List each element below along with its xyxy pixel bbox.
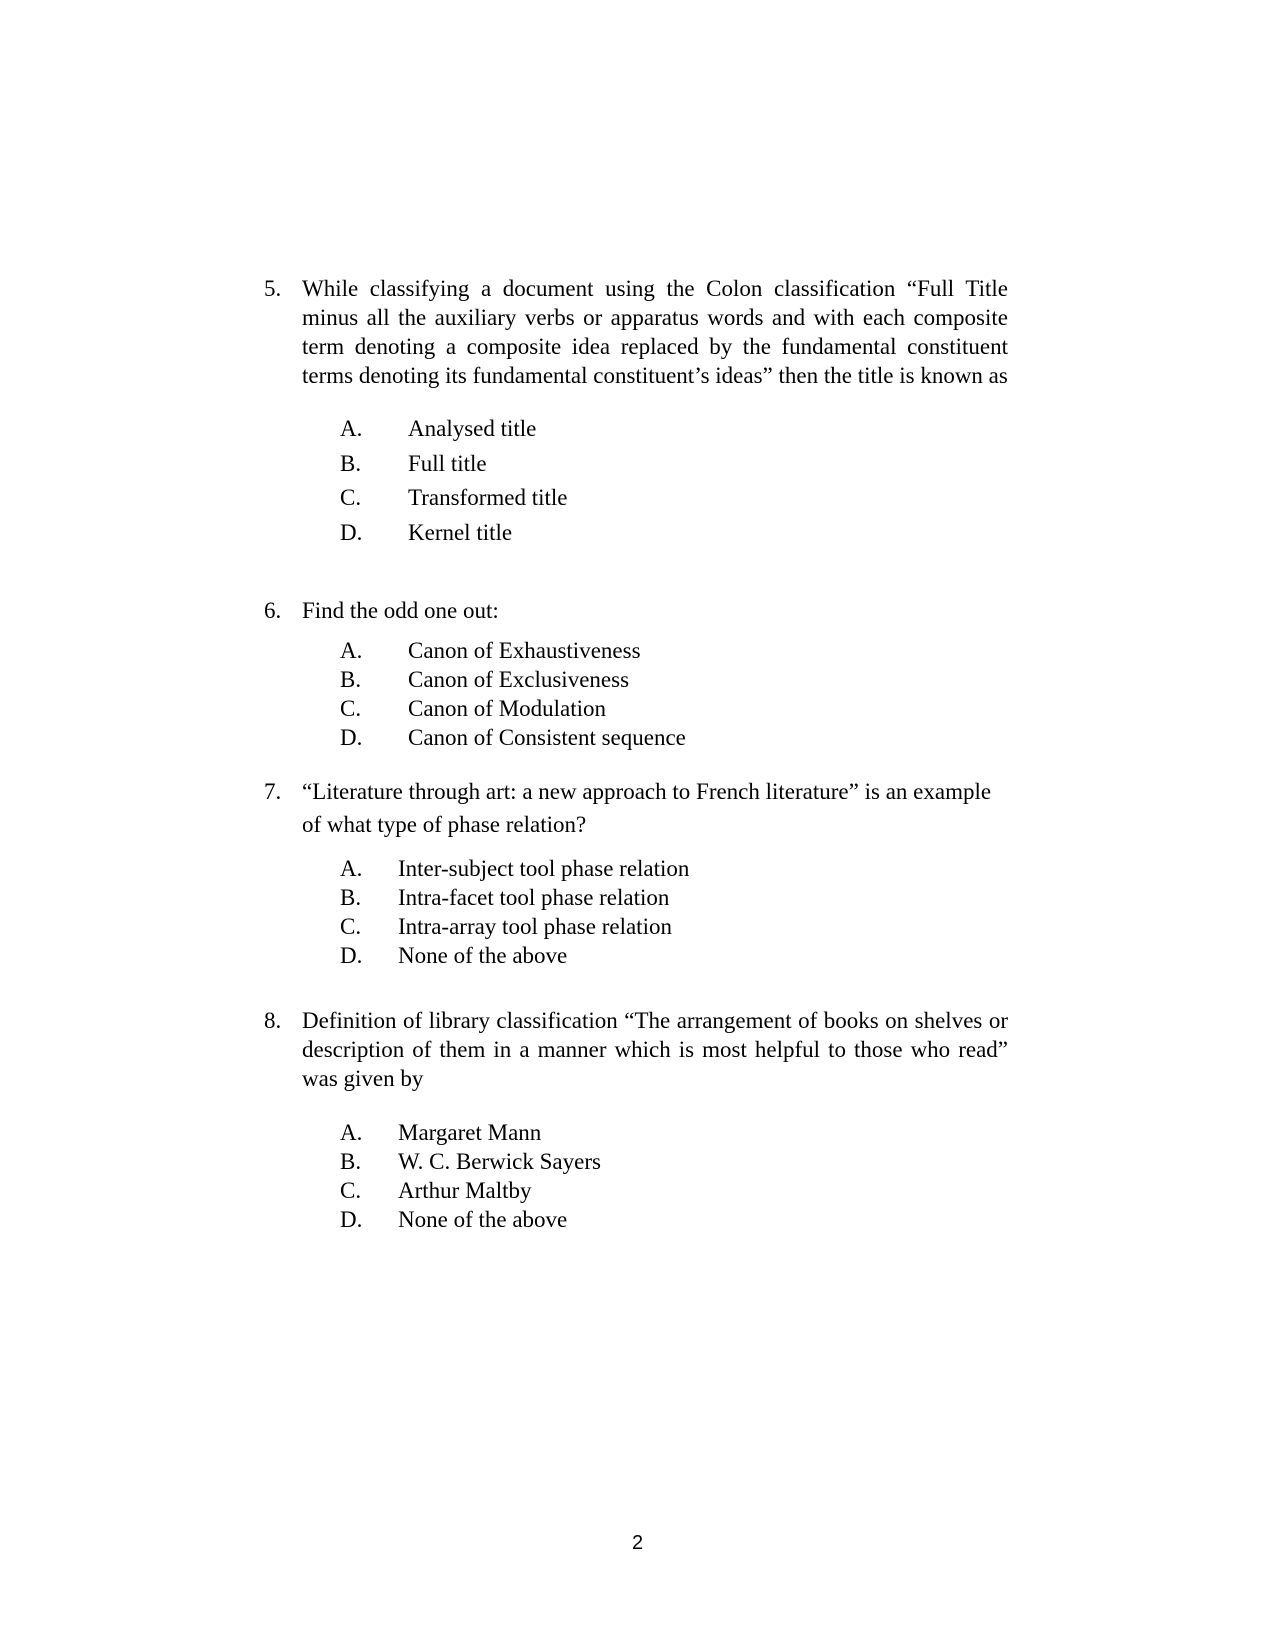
option-letter: B. [340, 1149, 362, 1174]
question-text: Find the odd one out: [302, 598, 499, 623]
option-text: Transformed title [408, 485, 568, 510]
option-letter: D. [340, 1207, 363, 1232]
option-d [340, 723, 1008, 752]
answer-options [340, 854, 1008, 970]
option-c [340, 483, 1008, 518]
option-a [340, 414, 1008, 449]
option-text: None of the above [398, 943, 568, 968]
option-text: None of the above [398, 1207, 568, 1232]
option-c [340, 1176, 1008, 1205]
option-c [340, 912, 1008, 941]
option-letter: B. [340, 885, 362, 910]
question-number: 8. [264, 1008, 282, 1033]
option-b [340, 1147, 1008, 1176]
question-7 [264, 775, 1008, 970]
option-text: Arthur Maltby [398, 1178, 532, 1203]
option-text: Margaret Mann [398, 1120, 542, 1145]
question-5 [264, 274, 1008, 552]
question-number: 7. [264, 779, 282, 804]
option-letter: C. [340, 914, 362, 939]
question-6 [264, 596, 1008, 752]
option-letter: B. [340, 667, 362, 692]
option-text: Kernel title [408, 519, 513, 545]
option-text: Analysed title [408, 416, 537, 441]
question-text: While classifying a document using the Colon classification “Full Title minus all the auxiliary verbs or apparatus words and with each composite term denoting a composite idea replaced by the fundamental constituent terms denoting its fundamental constituent’s ideas” then the title is known as [302, 276, 1008, 388]
option-d [340, 518, 1008, 553]
option-b [340, 883, 1008, 912]
option-letter: A. [340, 1120, 363, 1145]
option-text: Intra-facet tool phase relation [398, 885, 670, 910]
question-number: 6. [264, 598, 282, 623]
option-letter: A. [340, 638, 363, 663]
question-text: Definition of library classification “The arrangement of books on shelves or description of them in a manner which is most helpful to those who read” was given by [302, 1008, 1008, 1091]
option-d [340, 941, 1008, 970]
option-text: W. C. Berwick Sayers [398, 1149, 601, 1174]
option-letter: D. [340, 519, 363, 545]
option-letter: A. [340, 416, 363, 441]
option-text: Full title [408, 450, 487, 476]
question-number: 5. [264, 276, 282, 301]
answer-options [340, 1118, 1008, 1234]
option-letter: D. [340, 725, 363, 750]
option-text: Intra-array tool phase relation [398, 914, 672, 939]
answer-options [340, 636, 1008, 752]
option-a [340, 854, 1008, 883]
option-text: Inter-subject tool phase relation [398, 856, 690, 881]
option-letter: D. [340, 943, 363, 968]
question-text: “Literature through art: a new approach to French literature” is an example of what type of phase relation? [302, 779, 992, 837]
option-b [340, 665, 1008, 694]
option-text: Canon of Exclusiveness [408, 667, 630, 692]
option-letter: C. [340, 485, 362, 510]
option-text: Canon of Consistent sequence [408, 725, 686, 750]
option-b [340, 449, 1008, 484]
question-8 [264, 1006, 1008, 1234]
option-letter: C. [340, 696, 362, 721]
option-letter: C. [340, 1178, 362, 1203]
option-text: Canon of Modulation [408, 696, 607, 721]
answer-options [340, 414, 1008, 552]
option-d [340, 1205, 1008, 1234]
option-text: Canon of Exhaustiveness [408, 638, 641, 663]
option-a [340, 636, 1008, 665]
option-letter: A. [340, 856, 363, 881]
page-number: 2 [631, 1532, 644, 1554]
option-letter: B. [340, 450, 362, 476]
option-a [340, 1118, 1008, 1147]
option-c [340, 694, 1008, 723]
